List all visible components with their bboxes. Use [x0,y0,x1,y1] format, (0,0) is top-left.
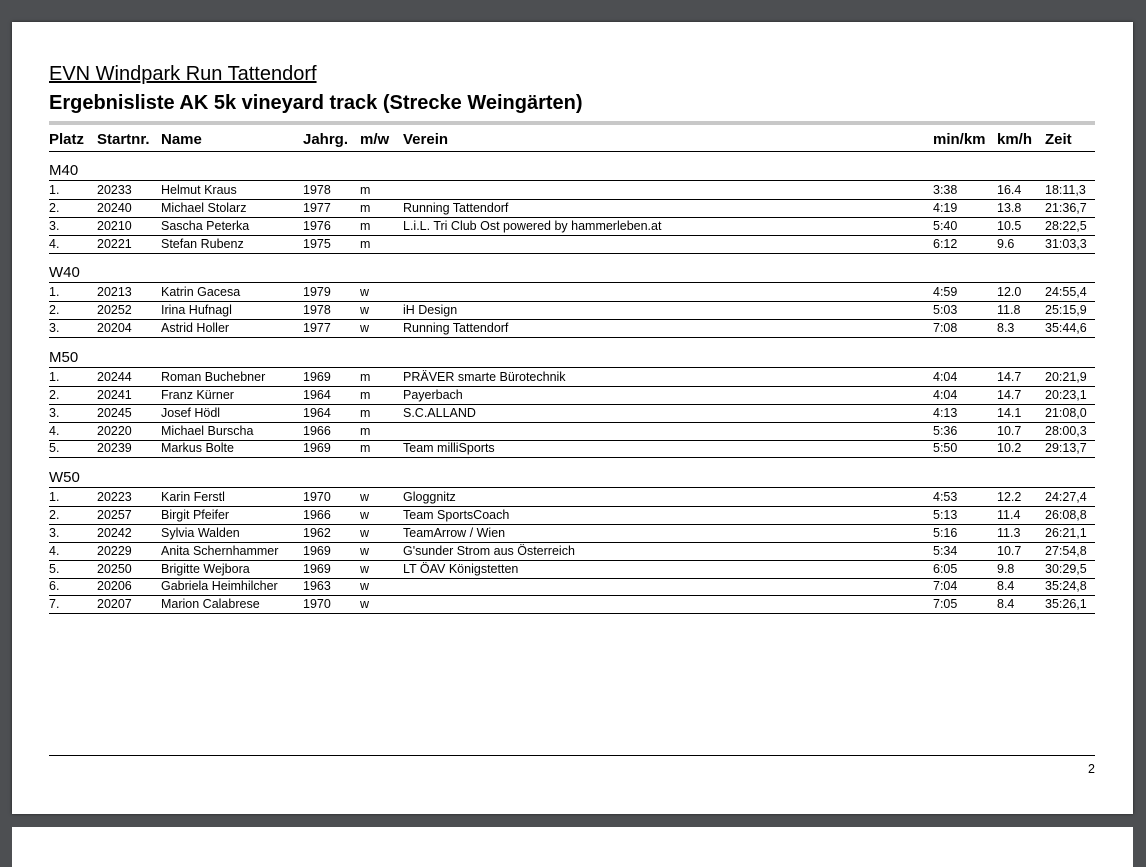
cell-jahrg: 1970 [303,597,331,612]
cell-kmh: 16.4 [997,183,1022,197]
table-row [49,405,1095,423]
cell-name: Josef Hödl [161,405,221,420]
cell-jahrg: 1969 [303,543,331,558]
cell-name: Marion Calabrese [161,597,260,612]
cell-name: Michael Burscha [161,423,254,438]
table-row [49,200,1095,218]
cell-zeit: 35:26,1 [1045,597,1087,612]
table-row [49,440,1095,458]
group-title: W40 [49,264,1095,283]
cell-jahrg: 1976 [303,218,331,233]
cell-minkm: 4:13 [933,405,958,420]
cell-mw: w [360,543,370,558]
cell-platz: 7. [49,597,60,612]
cell-zeit: 18:11,3 [1045,183,1086,197]
cell-jahrg: 1970 [303,490,331,505]
cell-verein: Team milliSports [403,441,495,456]
cell-kmh: 8.4 [997,597,1015,612]
cell-mw: w [360,508,370,523]
cell-zeit: 27:54,8 [1045,543,1087,558]
cell-kmh: 14.7 [997,387,1022,402]
cell-minkm: 5:36 [933,423,958,438]
column-header-row [49,129,1095,152]
cell-zeit: 25:15,9 [1045,303,1087,318]
cell-startnr: 20257 [97,508,132,523]
table-row [49,561,1095,579]
cell-name: Michael Stolarz [161,200,247,215]
cell-kmh: 10.5 [997,218,1022,233]
cell-name: Roman Buchebner [161,369,266,384]
cell-minkm: 4:04 [933,387,958,402]
column-header-zeit: Zeit [1045,131,1072,148]
cell-verein: PRÄVER smarte Bürotechnik [403,369,566,384]
cell-mw: w [360,525,370,540]
cell-platz: 2. [49,200,60,215]
cell-minkm: 4:19 [933,200,958,215]
table-row [49,302,1095,320]
cell-startnr: 20210 [97,218,132,233]
cell-zeit: 21:08,0 [1045,405,1087,420]
cell-name: Astrid Holler [161,321,230,336]
footer-divider [49,755,1095,756]
cell-startnr: 20207 [97,597,132,612]
cell-zeit: 35:24,8 [1045,579,1087,594]
cell-minkm: 5:16 [933,525,958,540]
cell-zeit: 30:29,5 [1045,561,1087,576]
cell-verein: Running Tattendorf [403,200,509,215]
cell-platz: 4. [49,236,60,251]
cell-platz: 2. [49,387,60,402]
cell-kmh: 8.4 [997,579,1015,594]
cell-jahrg: 1962 [303,525,331,540]
cell-startnr: 20223 [97,490,132,505]
table-row [49,182,1095,200]
list-title: Ergebnisliste AK 5k vineyard track (Strecke Weingärten) [49,92,583,114]
cell-zeit: 26:21,1 [1045,525,1087,540]
cell-kmh: 12.2 [997,490,1022,505]
cell-startnr: 20252 [97,303,132,318]
cell-verein: L.i.L. Tri Club Ost powered by hammerleben.at [403,218,662,233]
cell-name: Birgit Pfeifer [161,508,230,523]
cell-jahrg: 1975 [303,236,331,251]
cell-jahrg: 1966 [303,423,331,438]
cell-platz: 1. [49,490,60,505]
cell-minkm: 5:13 [933,508,958,523]
column-header-mw: m/w [360,131,390,148]
cell-zeit: 31:03,3 [1045,236,1087,251]
cell-name: Karin Ferstl [161,490,225,505]
cell-minkm: 6:05 [933,561,958,576]
cell-name: Katrin Gacesa [161,285,241,300]
group-title: W50 [49,469,1095,488]
cell-name: Brigitte Wejbora [161,561,250,576]
cell-verein: S.C.ALLAND [403,405,476,420]
cell-platz: 5. [49,441,60,456]
cell-minkm: 5:03 [933,303,958,318]
cell-name: Irina Hufnagl [161,303,232,318]
cell-verein: Gloggnitz [403,490,456,505]
column-header-verein: Verein [403,131,449,148]
column-header-startnr: Startnr. [97,131,150,148]
cell-kmh: 11.8 [997,303,1021,318]
cell-mw: m [360,423,371,438]
cell-startnr: 20240 [97,200,132,215]
cell-mw: m [360,183,371,197]
cell-platz: 2. [49,508,60,523]
cell-startnr: 20213 [97,285,132,300]
cell-zeit: 24:55,4 [1045,285,1087,300]
column-header-name: Name [161,131,202,148]
cell-jahrg: 1969 [303,441,331,456]
cell-mw: w [360,285,370,300]
cell-startnr: 20204 [97,321,132,336]
cell-minkm: 5:34 [933,543,958,558]
cell-minkm: 6:12 [933,236,958,251]
next-page-edge [12,827,1133,867]
cell-zeit: 26:08,8 [1045,508,1087,523]
cell-name: Sascha Peterka [161,218,250,233]
cell-name: Stefan Rubenz [161,236,244,251]
table-row [49,387,1095,405]
event-title: EVN Windpark Run Tattendorf [49,63,317,85]
table-row [49,218,1095,236]
cell-kmh: 14.1 [997,405,1022,420]
cell-zeit: 20:23,1 [1045,387,1087,402]
cell-platz: 2. [49,303,60,318]
cell-startnr: 20244 [97,369,132,384]
cell-verein: Payerbach [403,387,463,402]
cell-kmh: 10.7 [997,543,1022,558]
cell-startnr: 20239 [97,441,132,456]
cell-startnr: 20245 [97,405,132,420]
table-row [49,596,1095,614]
cell-platz: 5. [49,561,60,576]
cell-kmh: 13.8 [997,200,1022,215]
table-row [49,507,1095,525]
cell-minkm: 4:04 [933,369,958,384]
cell-mw: m [360,236,371,251]
cell-startnr: 20229 [97,543,132,558]
cell-name: Helmut Kraus [161,183,237,197]
cell-kmh: 14.7 [997,369,1022,384]
cell-minkm: 4:53 [933,490,958,505]
cell-kmh: 9.8 [997,561,1015,576]
group-title: M40 [49,162,1095,181]
cell-jahrg: 1978 [303,183,331,197]
cell-zeit: 28:22,5 [1045,218,1087,233]
cell-mw: w [360,490,370,505]
cell-jahrg: 1969 [303,561,331,576]
cell-zeit: 35:44,6 [1045,321,1087,336]
document-page [12,22,1133,814]
table-row [49,423,1095,441]
column-header-minkm: min/km [933,131,986,148]
cell-platz: 3. [49,321,60,336]
cell-platz: 3. [49,218,60,233]
table-row [49,284,1095,302]
table-row [49,236,1095,254]
title-divider [49,121,1095,125]
group-title: M50 [49,349,1095,368]
cell-kmh: 9.6 [997,236,1015,251]
cell-zeit: 24:27,4 [1045,490,1087,505]
cell-kmh: 11.3 [997,525,1021,540]
cell-mw: m [360,405,371,420]
cell-jahrg: 1963 [303,579,331,594]
column-header-platz: Platz [49,131,85,148]
cell-jahrg: 1966 [303,508,331,523]
cell-kmh: 8.3 [997,321,1015,336]
page-number: 2 [1088,762,1095,776]
cell-jahrg: 1964 [303,405,331,420]
cell-mw: m [360,218,371,233]
cell-minkm: 5:40 [933,218,958,233]
cell-kmh: 10.2 [997,441,1022,456]
cell-jahrg: 1977 [303,321,331,336]
cell-mw: w [360,303,370,318]
cell-kmh: 12.0 [997,285,1022,300]
cell-verein: iH Design [403,303,458,318]
cell-zeit: 20:21,9 [1045,369,1087,384]
cell-zeit: 29:13,7 [1045,441,1087,456]
cell-startnr: 20233 [97,183,132,197]
cell-platz: 6. [49,579,60,594]
cell-name: Sylvia Walden [161,525,240,540]
cell-zeit: 28:00,3 [1045,423,1087,438]
cell-mw: m [360,387,371,402]
cell-kmh: 10.7 [997,423,1022,438]
cell-verein: TeamArrow / Wien [403,525,506,540]
column-header-kmh: km/h [997,131,1033,148]
cell-zeit: 21:36,7 [1045,200,1087,215]
cell-minkm: 3:38 [933,183,958,197]
cell-mw: w [360,579,370,594]
cell-kmh: 11.4 [997,508,1021,523]
cell-platz: 4. [49,543,60,558]
cell-name: Anita Schernhammer [161,543,279,558]
cell-platz: 1. [49,285,60,300]
cell-jahrg: 1969 [303,369,331,384]
cell-jahrg: 1978 [303,303,331,318]
cell-startnr: 20206 [97,579,132,594]
cell-name: Markus Bolte [161,441,234,456]
cell-minkm: 7:05 [933,597,958,612]
cell-verein: G'sunder Strom aus Österreich [403,543,575,558]
cell-minkm: 7:08 [933,321,958,336]
cell-mw: w [360,321,370,336]
cell-verein: Running Tattendorf [403,321,509,336]
table-row [49,489,1095,507]
cell-mw: m [360,369,371,384]
cell-startnr: 20221 [97,236,132,251]
cell-verein: LT ÖAV Königstetten [403,561,519,576]
table-row [49,525,1095,543]
column-header-jahrg: Jahrg. [303,131,349,148]
cell-mw: w [360,561,370,576]
cell-mw: w [360,597,370,612]
cell-verein: Team SportsCoach [403,508,510,523]
cell-platz: 1. [49,183,60,197]
cell-mw: m [360,441,371,456]
cell-name: Franz Kürner [161,387,234,402]
cell-jahrg: 1977 [303,200,331,215]
cell-platz: 3. [49,525,60,540]
cell-startnr: 20241 [97,387,132,402]
table-row [49,369,1095,387]
cell-platz: 1. [49,369,60,384]
cell-platz: 3. [49,405,60,420]
table-row [49,320,1095,338]
cell-jahrg: 1979 [303,285,331,300]
cell-startnr: 20250 [97,561,132,576]
cell-name: Gabriela Heimhilcher [161,579,278,594]
cell-minkm: 5:50 [933,441,958,456]
cell-startnr: 20220 [97,423,132,438]
cell-startnr: 20242 [97,525,132,540]
cell-mw: m [360,200,371,215]
cell-jahrg: 1964 [303,387,331,402]
table-row [49,543,1095,561]
table-row [49,578,1095,596]
cell-platz: 4. [49,423,60,438]
cell-minkm: 4:59 [933,285,958,300]
cell-minkm: 7:04 [933,579,958,594]
